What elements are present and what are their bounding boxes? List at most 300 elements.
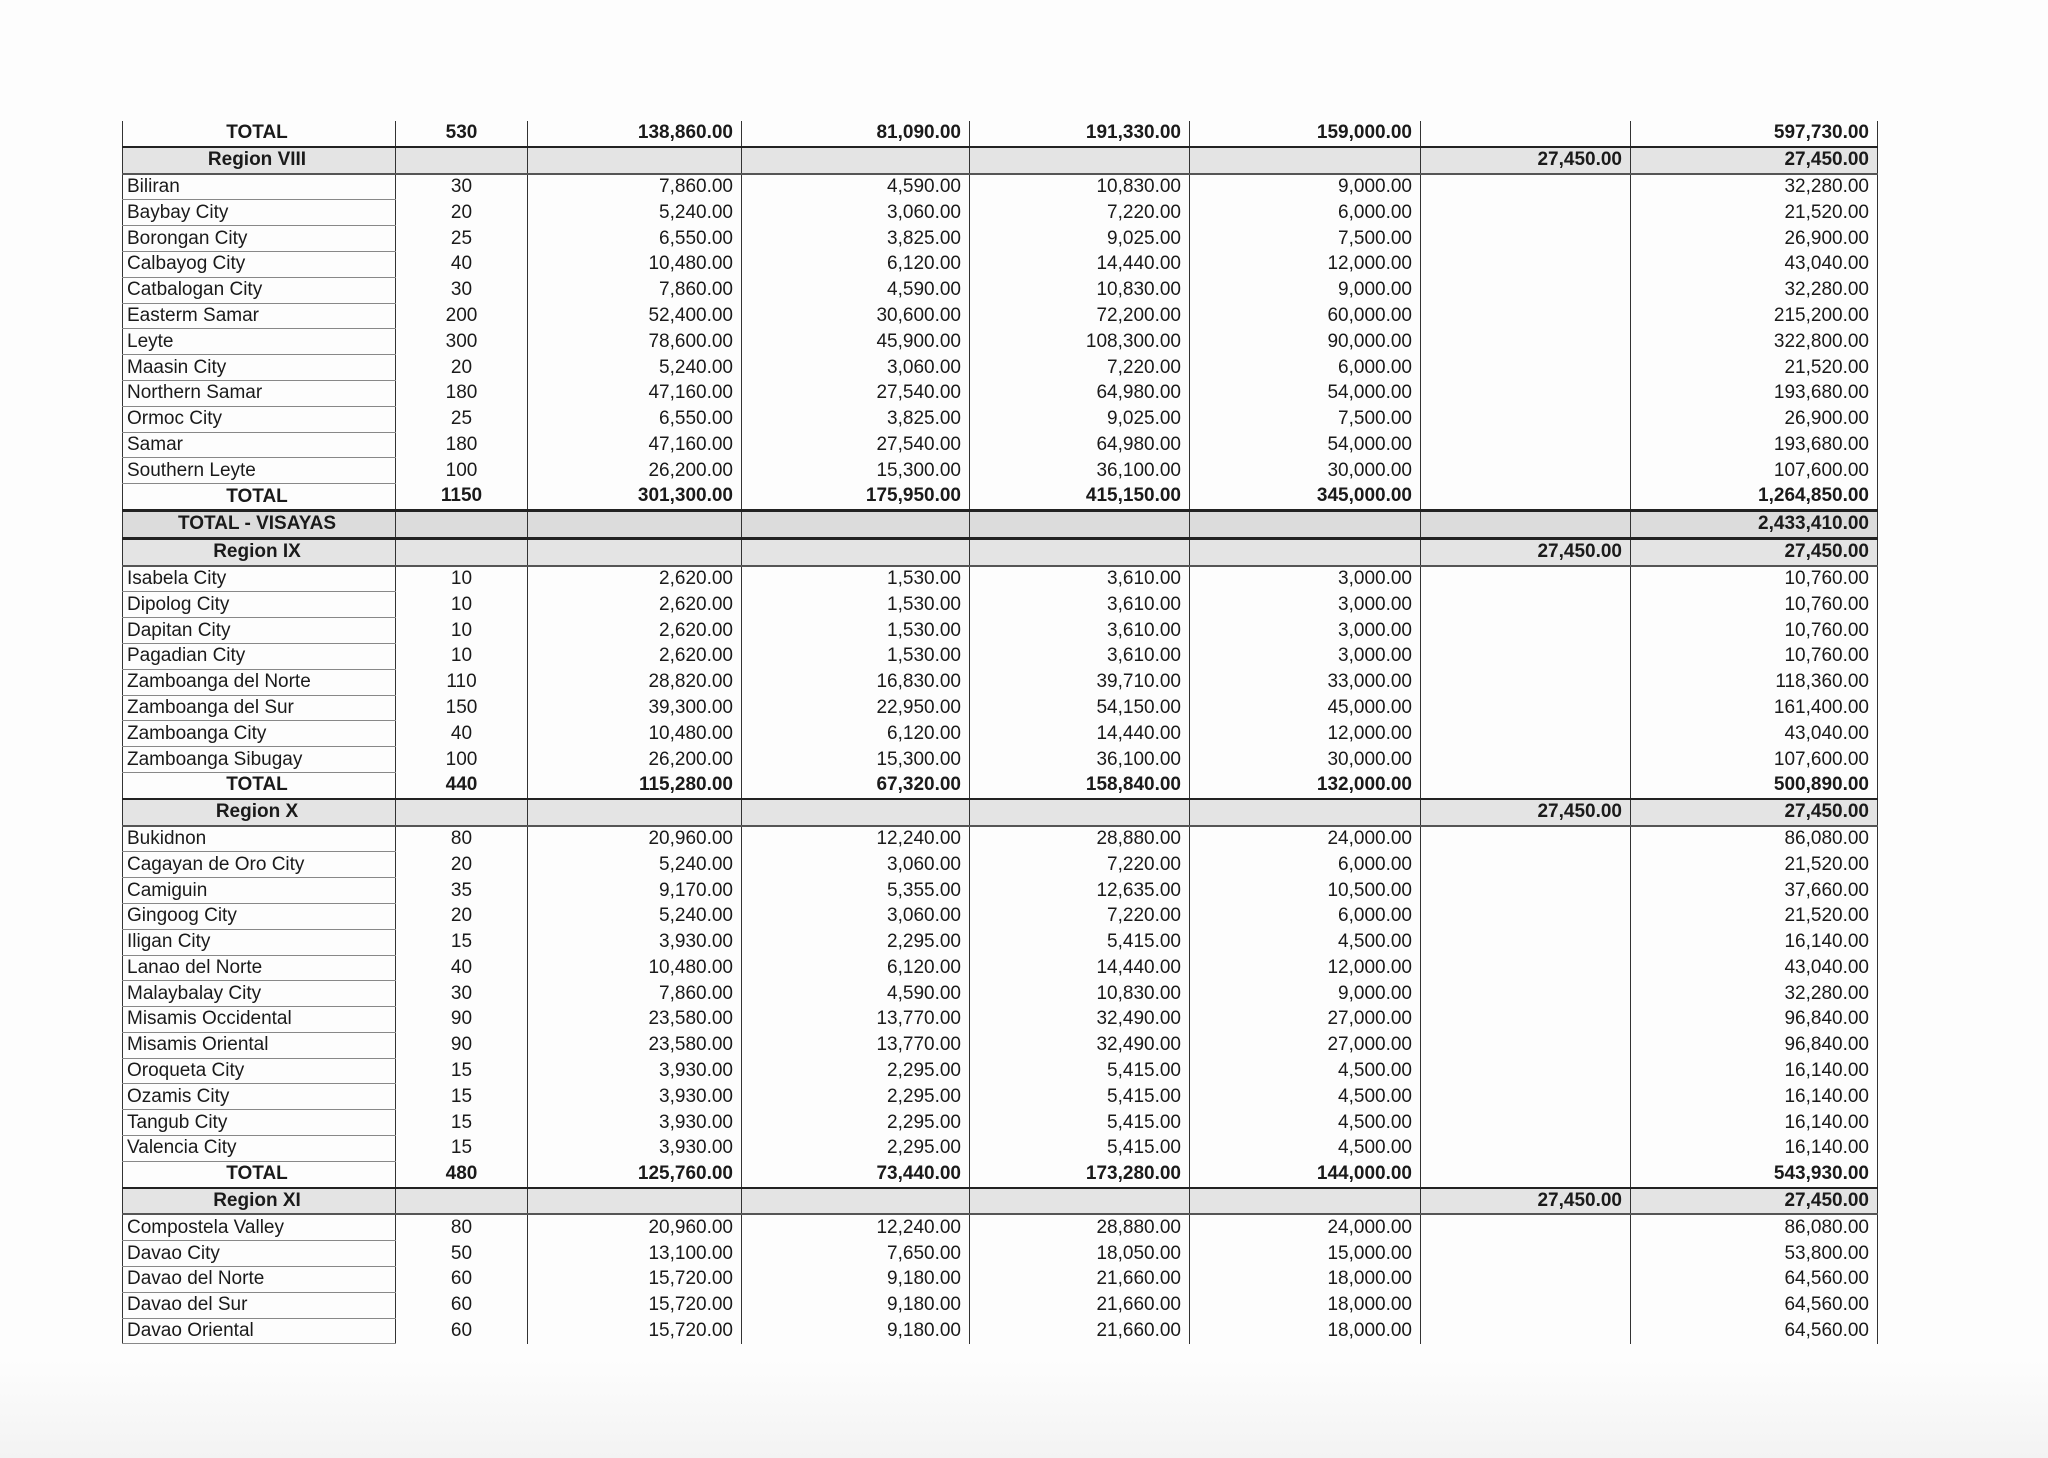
cell-amount-1: 3,930.00 xyxy=(528,1136,742,1162)
cell-name: Valencia City xyxy=(123,1136,396,1162)
cell-amount-5 xyxy=(1421,303,1631,329)
cell-amount-5 xyxy=(1421,981,1631,1007)
cell-amount-1: 5,240.00 xyxy=(528,355,742,381)
cell-name: Tangub City xyxy=(123,1110,396,1136)
cell-amount-4: 3,000.00 xyxy=(1190,592,1421,618)
cell-amount-2: 73,440.00 xyxy=(742,1161,970,1187)
cell-amount-4: 6,000.00 xyxy=(1190,355,1421,381)
cell-amount-3 xyxy=(970,538,1190,565)
total-row xyxy=(123,1161,1878,1187)
table-row xyxy=(123,1058,1878,1084)
cell-quantity: 100 xyxy=(396,747,528,773)
cell-amount-1: 28,820.00 xyxy=(528,669,742,695)
cell-row-total: 27,450.00 xyxy=(1631,799,1878,826)
cell-amount-1: 13,100.00 xyxy=(528,1241,742,1267)
cell-quantity xyxy=(396,1188,528,1215)
table-row xyxy=(123,981,1878,1007)
cell-amount-2 xyxy=(742,510,970,538)
cell-quantity: 40 xyxy=(396,251,528,277)
cell-amount-5 xyxy=(1421,721,1631,747)
cell-amount-1 xyxy=(528,147,742,174)
cell-amount-1: 2,620.00 xyxy=(528,643,742,669)
cell-name: Region XI xyxy=(123,1188,396,1215)
cell-amount-5 xyxy=(1421,852,1631,878)
cell-amount-4: 144,000.00 xyxy=(1190,1161,1421,1187)
cell-name: Pagadian City xyxy=(123,643,396,669)
cell-row-total: 21,520.00 xyxy=(1631,903,1878,929)
cell-name: Zamboanga City xyxy=(123,721,396,747)
cell-amount-4: 90,000.00 xyxy=(1190,329,1421,355)
cell-amount-3: 28,880.00 xyxy=(970,1214,1190,1240)
cell-amount-4: 9,000.00 xyxy=(1190,174,1421,200)
cell-name: Zamboanga del Sur xyxy=(123,695,396,721)
cell-quantity: 20 xyxy=(396,903,528,929)
cell-row-total: 21,520.00 xyxy=(1631,355,1878,381)
cell-row-total: 543,930.00 xyxy=(1631,1161,1878,1187)
region-header-row xyxy=(123,799,1878,826)
cell-amount-2: 4,590.00 xyxy=(742,277,970,303)
cell-amount-3: 10,830.00 xyxy=(970,277,1190,303)
table-row xyxy=(123,721,1878,747)
cell-amount-1: 5,240.00 xyxy=(528,200,742,226)
cell-amount-1 xyxy=(528,538,742,565)
cell-amount-3: 21,660.00 xyxy=(970,1292,1190,1318)
cell-row-total: 107,600.00 xyxy=(1631,747,1878,773)
cell-name: TOTAL - VISAYAS xyxy=(123,510,396,538)
cell-amount-2: 1,530.00 xyxy=(742,643,970,669)
cell-amount-4: 54,000.00 xyxy=(1190,432,1421,458)
cell-quantity xyxy=(396,147,528,174)
cell-amount-2: 175,950.00 xyxy=(742,484,970,511)
table-body xyxy=(123,121,1878,1344)
cell-name: Camiguin xyxy=(123,878,396,904)
cell-amount-1: 3,930.00 xyxy=(528,1058,742,1084)
cell-amount-5: 27,450.00 xyxy=(1421,799,1631,826)
table-row xyxy=(123,1110,1878,1136)
cell-amount-4: 33,000.00 xyxy=(1190,669,1421,695)
cell-amount-5 xyxy=(1421,355,1631,381)
cell-amount-3: 158,840.00 xyxy=(970,772,1190,798)
cell-amount-1 xyxy=(528,510,742,538)
cell-quantity: 60 xyxy=(396,1267,528,1293)
cell-row-total: 32,280.00 xyxy=(1631,277,1878,303)
table-row xyxy=(123,329,1878,355)
cell-amount-1: 47,160.00 xyxy=(528,432,742,458)
cell-amount-3 xyxy=(970,147,1190,174)
cell-amount-2 xyxy=(742,1188,970,1215)
cell-amount-2: 9,180.00 xyxy=(742,1318,970,1344)
cell-quantity: 20 xyxy=(396,200,528,226)
cell-amount-3: 3,610.00 xyxy=(970,643,1190,669)
cell-quantity xyxy=(396,799,528,826)
cell-amount-2: 9,180.00 xyxy=(742,1267,970,1293)
cell-amount-3: 7,220.00 xyxy=(970,903,1190,929)
cell-name: Region IX xyxy=(123,538,396,565)
cell-amount-5 xyxy=(1421,329,1631,355)
cell-row-total: 86,080.00 xyxy=(1631,1214,1878,1240)
cell-amount-2 xyxy=(742,799,970,826)
cell-quantity: 20 xyxy=(396,355,528,381)
cell-name: Zamboanga Sibugay xyxy=(123,747,396,773)
cell-amount-4: 24,000.00 xyxy=(1190,826,1421,852)
cell-amount-2: 15,300.00 xyxy=(742,458,970,484)
cell-amount-2: 6,120.00 xyxy=(742,955,970,981)
cell-name: Ozamis City xyxy=(123,1084,396,1110)
table-row xyxy=(123,277,1878,303)
cell-row-total: 86,080.00 xyxy=(1631,826,1878,852)
cell-amount-1: 10,480.00 xyxy=(528,721,742,747)
cell-amount-5 xyxy=(1421,432,1631,458)
cell-amount-3: 12,635.00 xyxy=(970,878,1190,904)
cell-amount-2: 2,295.00 xyxy=(742,1084,970,1110)
cell-name: Zamboanga del Norte xyxy=(123,669,396,695)
cell-amount-1: 125,760.00 xyxy=(528,1161,742,1187)
cell-row-total: 322,800.00 xyxy=(1631,329,1878,355)
cell-row-total: 107,600.00 xyxy=(1631,458,1878,484)
cell-amount-1: 10,480.00 xyxy=(528,955,742,981)
cell-amount-1: 78,600.00 xyxy=(528,329,742,355)
cell-amount-5 xyxy=(1421,643,1631,669)
table-row xyxy=(123,695,1878,721)
cell-amount-2: 2,295.00 xyxy=(742,1058,970,1084)
cell-quantity: 80 xyxy=(396,1214,528,1240)
cell-amount-2: 3,060.00 xyxy=(742,200,970,226)
cell-quantity: 110 xyxy=(396,669,528,695)
cell-amount-4: 12,000.00 xyxy=(1190,251,1421,277)
cell-amount-2 xyxy=(742,538,970,565)
cell-quantity: 20 xyxy=(396,852,528,878)
cell-amount-2: 9,180.00 xyxy=(742,1292,970,1318)
cell-amount-2: 1,530.00 xyxy=(742,566,970,592)
cell-amount-2: 5,355.00 xyxy=(742,878,970,904)
cell-name: Borongan City xyxy=(123,226,396,252)
cell-amount-3 xyxy=(970,799,1190,826)
cell-amount-2: 3,825.00 xyxy=(742,406,970,432)
cell-row-total: 10,760.00 xyxy=(1631,592,1878,618)
cell-amount-2: 27,540.00 xyxy=(742,432,970,458)
cell-amount-2: 22,950.00 xyxy=(742,695,970,721)
cell-quantity xyxy=(396,510,528,538)
cell-amount-1: 301,300.00 xyxy=(528,484,742,511)
cell-name: Oroqueta City xyxy=(123,1058,396,1084)
cell-amount-3: 64,980.00 xyxy=(970,432,1190,458)
cell-row-total: 193,680.00 xyxy=(1631,432,1878,458)
cell-name: TOTAL xyxy=(123,772,396,798)
cell-row-total: 16,140.00 xyxy=(1631,1058,1878,1084)
cell-amount-1 xyxy=(528,1188,742,1215)
cell-amount-5 xyxy=(1421,929,1631,955)
cell-amount-2: 13,770.00 xyxy=(742,1007,970,1033)
table-row xyxy=(123,1267,1878,1293)
cell-amount-3: 32,490.00 xyxy=(970,1007,1190,1033)
region-header-row xyxy=(123,147,1878,174)
cell-amount-1: 20,960.00 xyxy=(528,826,742,852)
cell-name: Davao City xyxy=(123,1241,396,1267)
cell-amount-5: 27,450.00 xyxy=(1421,538,1631,565)
cell-amount-3 xyxy=(970,510,1190,538)
cell-quantity: 10 xyxy=(396,618,528,644)
cell-amount-4: 27,000.00 xyxy=(1190,1032,1421,1058)
cell-amount-4 xyxy=(1190,147,1421,174)
cell-row-total: 16,140.00 xyxy=(1631,1110,1878,1136)
cell-amount-2: 67,320.00 xyxy=(742,772,970,798)
cell-name: TOTAL xyxy=(123,1161,396,1187)
cell-quantity: 10 xyxy=(396,566,528,592)
cell-row-total: 37,660.00 xyxy=(1631,878,1878,904)
cell-amount-3: 36,100.00 xyxy=(970,458,1190,484)
cell-row-total: 2,433,410.00 xyxy=(1631,510,1878,538)
cell-quantity: 300 xyxy=(396,329,528,355)
table-row xyxy=(123,251,1878,277)
cell-amount-2: 12,240.00 xyxy=(742,1214,970,1240)
cell-amount-3: 32,490.00 xyxy=(970,1032,1190,1058)
cell-quantity: 90 xyxy=(396,1007,528,1033)
cell-amount-5 xyxy=(1421,772,1631,798)
table-row xyxy=(123,1136,1878,1162)
cell-amount-2: 45,900.00 xyxy=(742,329,970,355)
cell-amount-5 xyxy=(1421,200,1631,226)
cell-amount-5 xyxy=(1421,1214,1631,1240)
cell-amount-1: 3,930.00 xyxy=(528,1084,742,1110)
cell-amount-3: 173,280.00 xyxy=(970,1161,1190,1187)
cell-amount-5 xyxy=(1421,903,1631,929)
table-row xyxy=(123,878,1878,904)
cell-name: Cagayan de Oro City xyxy=(123,852,396,878)
cell-amount-1: 9,170.00 xyxy=(528,878,742,904)
cell-quantity: 480 xyxy=(396,1161,528,1187)
cell-amount-3: 5,415.00 xyxy=(970,1110,1190,1136)
cell-row-total: 215,200.00 xyxy=(1631,303,1878,329)
cell-amount-5 xyxy=(1421,1084,1631,1110)
cell-quantity: 30 xyxy=(396,174,528,200)
cell-amount-3: 10,830.00 xyxy=(970,174,1190,200)
cell-amount-5: 27,450.00 xyxy=(1421,147,1631,174)
cell-name: Leyte xyxy=(123,329,396,355)
cell-quantity: 60 xyxy=(396,1292,528,1318)
cell-quantity: 15 xyxy=(396,1084,528,1110)
table-row xyxy=(123,852,1878,878)
cell-quantity: 40 xyxy=(396,721,528,747)
cell-amount-3: 5,415.00 xyxy=(970,1136,1190,1162)
cell-name: TOTAL xyxy=(123,484,396,511)
cell-quantity: 30 xyxy=(396,981,528,1007)
cell-amount-1: 15,720.00 xyxy=(528,1292,742,1318)
cell-amount-3: 108,300.00 xyxy=(970,329,1190,355)
cell-amount-3: 14,440.00 xyxy=(970,955,1190,981)
table-row xyxy=(123,303,1878,329)
cell-name: Lanao del Norte xyxy=(123,955,396,981)
cell-amount-4: 9,000.00 xyxy=(1190,981,1421,1007)
cell-amount-1: 20,960.00 xyxy=(528,1214,742,1240)
cell-amount-1: 23,580.00 xyxy=(528,1007,742,1033)
cell-quantity: 15 xyxy=(396,1136,528,1162)
cell-amount-4: 4,500.00 xyxy=(1190,1058,1421,1084)
cell-amount-3: 9,025.00 xyxy=(970,226,1190,252)
cell-name: Baybay City xyxy=(123,200,396,226)
table-row xyxy=(123,566,1878,592)
cell-row-total: 26,900.00 xyxy=(1631,406,1878,432)
cell-amount-1: 52,400.00 xyxy=(528,303,742,329)
grand-total-row xyxy=(123,510,1878,538)
cell-amount-1: 47,160.00 xyxy=(528,380,742,406)
cell-name: Davao del Sur xyxy=(123,1292,396,1318)
cell-name: Misamis Oriental xyxy=(123,1032,396,1058)
table-row xyxy=(123,432,1878,458)
cell-amount-5 xyxy=(1421,226,1631,252)
cell-amount-3: 21,660.00 xyxy=(970,1318,1190,1344)
cell-amount-4: 45,000.00 xyxy=(1190,695,1421,721)
cell-amount-1: 39,300.00 xyxy=(528,695,742,721)
cell-amount-5 xyxy=(1421,826,1631,852)
cell-amount-3: 191,330.00 xyxy=(970,121,1190,147)
cell-quantity: 35 xyxy=(396,878,528,904)
cell-name: Calbayog City xyxy=(123,251,396,277)
cell-amount-2: 30,600.00 xyxy=(742,303,970,329)
cell-amount-3: 3,610.00 xyxy=(970,618,1190,644)
cell-amount-3: 5,415.00 xyxy=(970,1058,1190,1084)
cell-amount-3: 7,220.00 xyxy=(970,200,1190,226)
cell-name: Bukidnon xyxy=(123,826,396,852)
cell-amount-5 xyxy=(1421,1161,1631,1187)
cell-name: Misamis Occidental xyxy=(123,1007,396,1033)
cell-amount-4: 12,000.00 xyxy=(1190,721,1421,747)
scan-bottom-margin xyxy=(0,1360,2048,1458)
cell-amount-4: 54,000.00 xyxy=(1190,380,1421,406)
cell-name: Southern Leyte xyxy=(123,458,396,484)
cell-amount-1: 2,620.00 xyxy=(528,566,742,592)
cell-amount-1: 26,200.00 xyxy=(528,747,742,773)
cell-quantity: 10 xyxy=(396,592,528,618)
cell-amount-4: 18,000.00 xyxy=(1190,1267,1421,1293)
cell-amount-2: 16,830.00 xyxy=(742,669,970,695)
cell-amount-5 xyxy=(1421,484,1631,511)
cell-amount-2: 27,540.00 xyxy=(742,380,970,406)
cell-amount-1: 5,240.00 xyxy=(528,903,742,929)
cell-amount-4: 132,000.00 xyxy=(1190,772,1421,798)
cell-row-total: 32,280.00 xyxy=(1631,981,1878,1007)
cell-amount-4: 9,000.00 xyxy=(1190,277,1421,303)
cell-name: Maasin City xyxy=(123,355,396,381)
cell-row-total: 10,760.00 xyxy=(1631,643,1878,669)
cell-amount-5 xyxy=(1421,695,1631,721)
cell-amount-4: 345,000.00 xyxy=(1190,484,1421,511)
table-row xyxy=(123,1084,1878,1110)
cell-amount-4: 4,500.00 xyxy=(1190,1084,1421,1110)
cell-row-total: 26,900.00 xyxy=(1631,226,1878,252)
cell-amount-2: 4,590.00 xyxy=(742,174,970,200)
table-row xyxy=(123,174,1878,200)
cell-amount-3: 18,050.00 xyxy=(970,1241,1190,1267)
cell-row-total: 21,520.00 xyxy=(1631,200,1878,226)
cell-amount-1: 26,200.00 xyxy=(528,458,742,484)
cell-amount-3: 21,660.00 xyxy=(970,1267,1190,1293)
cell-amount-4 xyxy=(1190,538,1421,565)
cell-amount-1: 6,550.00 xyxy=(528,406,742,432)
cell-amount-2: 6,120.00 xyxy=(742,721,970,747)
allocation-table xyxy=(122,121,1878,1344)
cell-quantity: 150 xyxy=(396,695,528,721)
cell-amount-5 xyxy=(1421,1032,1631,1058)
cell-amount-5: 27,450.00 xyxy=(1421,1188,1631,1215)
cell-quantity: 30 xyxy=(396,277,528,303)
cell-amount-1: 3,930.00 xyxy=(528,1110,742,1136)
cell-amount-3: 36,100.00 xyxy=(970,747,1190,773)
cell-row-total: 10,760.00 xyxy=(1631,566,1878,592)
cell-amount-4: 30,000.00 xyxy=(1190,747,1421,773)
cell-amount-3: 28,880.00 xyxy=(970,826,1190,852)
cell-row-total: 10,760.00 xyxy=(1631,618,1878,644)
cell-row-total: 193,680.00 xyxy=(1631,380,1878,406)
cell-amount-2: 3,060.00 xyxy=(742,903,970,929)
cell-quantity: 440 xyxy=(396,772,528,798)
cell-quantity: 25 xyxy=(396,226,528,252)
cell-amount-3: 7,220.00 xyxy=(970,852,1190,878)
cell-row-total: 16,140.00 xyxy=(1631,1084,1878,1110)
cell-amount-3 xyxy=(970,1188,1190,1215)
cell-amount-5 xyxy=(1421,1007,1631,1033)
region-header-row xyxy=(123,1188,1878,1215)
cell-amount-2 xyxy=(742,147,970,174)
cell-amount-1: 10,480.00 xyxy=(528,251,742,277)
cell-row-total: 64,560.00 xyxy=(1631,1267,1878,1293)
cell-amount-3: 10,830.00 xyxy=(970,981,1190,1007)
cell-amount-1 xyxy=(528,799,742,826)
cell-name: Isabela City xyxy=(123,566,396,592)
table-row xyxy=(123,380,1878,406)
cell-amount-5 xyxy=(1421,1318,1631,1344)
cell-amount-5 xyxy=(1421,669,1631,695)
cell-amount-2: 2,295.00 xyxy=(742,929,970,955)
cell-quantity xyxy=(396,538,528,565)
cell-row-total: 96,840.00 xyxy=(1631,1007,1878,1033)
cell-row-total: 16,140.00 xyxy=(1631,929,1878,955)
cell-amount-4: 4,500.00 xyxy=(1190,1110,1421,1136)
cell-amount-5 xyxy=(1421,566,1631,592)
cell-amount-5 xyxy=(1421,406,1631,432)
cell-amount-5 xyxy=(1421,458,1631,484)
cell-amount-1: 7,860.00 xyxy=(528,981,742,1007)
cell-amount-3: 3,610.00 xyxy=(970,566,1190,592)
cell-amount-2: 2,295.00 xyxy=(742,1136,970,1162)
cell-amount-1: 7,860.00 xyxy=(528,174,742,200)
cell-amount-4: 18,000.00 xyxy=(1190,1292,1421,1318)
cell-amount-3: 5,415.00 xyxy=(970,929,1190,955)
cell-row-total: 27,450.00 xyxy=(1631,147,1878,174)
cell-quantity: 1150 xyxy=(396,484,528,511)
cell-name: Davao del Norte xyxy=(123,1267,396,1293)
cell-amount-4: 7,500.00 xyxy=(1190,406,1421,432)
table-row xyxy=(123,200,1878,226)
cell-quantity: 200 xyxy=(396,303,528,329)
cell-amount-1: 5,240.00 xyxy=(528,852,742,878)
total-row xyxy=(123,772,1878,798)
cell-amount-2: 15,300.00 xyxy=(742,747,970,773)
cell-amount-3: 3,610.00 xyxy=(970,592,1190,618)
cell-quantity: 40 xyxy=(396,955,528,981)
cell-name: Region X xyxy=(123,799,396,826)
cell-quantity: 90 xyxy=(396,1032,528,1058)
cell-amount-4: 4,500.00 xyxy=(1190,929,1421,955)
cell-amount-5 xyxy=(1421,1241,1631,1267)
cell-amount-4: 3,000.00 xyxy=(1190,618,1421,644)
cell-amount-1: 3,930.00 xyxy=(528,929,742,955)
region-header-row xyxy=(123,538,1878,565)
cell-amount-1: 6,550.00 xyxy=(528,226,742,252)
cell-amount-4: 6,000.00 xyxy=(1190,852,1421,878)
cell-row-total: 118,360.00 xyxy=(1631,669,1878,695)
cell-amount-2: 3,825.00 xyxy=(742,226,970,252)
cell-amount-2: 81,090.00 xyxy=(742,121,970,147)
